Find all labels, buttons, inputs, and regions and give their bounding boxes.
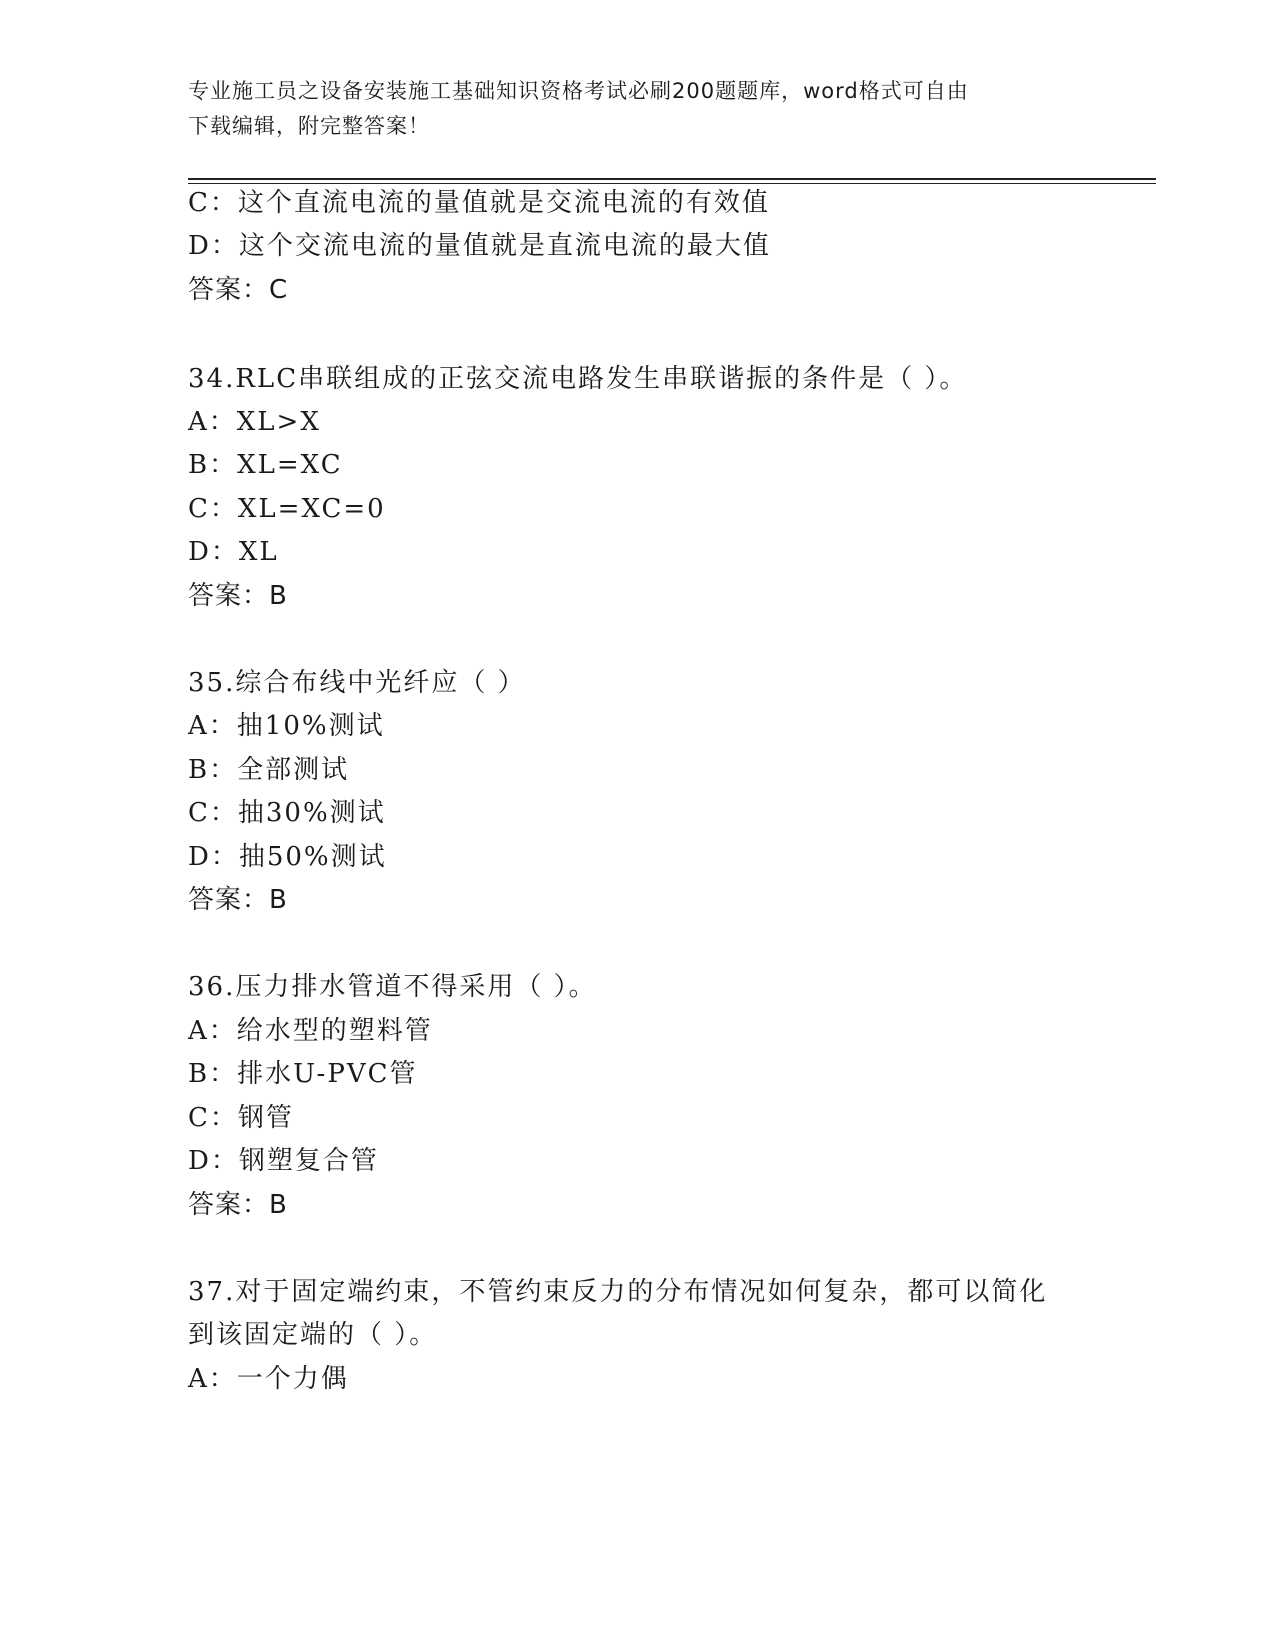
q34-answer: 答案：B [188,581,288,611]
q35-option-d: D：抽50%测试 [188,842,387,872]
q34-stem: 34.RLC串联组成的正弦交流电路发生串联谐振的条件是（ ）。 [188,364,968,394]
header-line-2: 下载编辑，附完整答案！ [188,114,430,138]
q34-option-b: B：XL=XC [188,450,343,480]
q37-stem-line-2: 到该固定端的（ ）。 [188,1320,438,1350]
q37-option-a: A：一个力偶 [188,1364,349,1394]
header-divider-thin [188,183,1156,184]
q34-option-d: D：XL [188,537,279,567]
q36-answer: 答案：B [188,1190,288,1220]
document-header [188,74,1068,144]
q36-stem: 36.压力排水管道不得采用（ ）。 [188,972,597,1002]
q36-option-d: D：钢塑复合管 [188,1146,379,1176]
header-divider [188,178,1156,180]
header-line-1: 专业施工员之设备安装施工基础知识资格考试必刷200题题库，word格式可自由 [188,79,969,103]
q35-answer: 答案：B [188,885,288,915]
q37-stem-line-1: 37.对于固定端约束，不管约束反力的分布情况如何复杂，都可以简化 [188,1277,1048,1307]
q35-stem: 35.综合布线中光纤应（ ） [188,668,526,698]
q35-option-a: A：抽10%测试 [188,711,385,741]
q36-option-b: B：排水U-PVC管 [188,1059,418,1089]
prev-option-d: D：这个交流电流的量值就是直流电流的最大值 [188,231,771,261]
q34-option-c: C：XL=XC=0 [188,494,386,524]
q36-option-a: A：给水型的塑料管 [188,1016,433,1046]
prev-answer: 答案：C [188,275,289,305]
q35-option-b: B：全部测试 [188,755,350,785]
q36-option-c: C：钢管 [188,1103,294,1133]
q34-option-a: A：XL>X [188,407,321,437]
q35-option-c: C：抽30%测试 [188,798,386,828]
prev-option-c: C：这个直流电流的量值就是交流电流的有效值 [188,188,770,218]
